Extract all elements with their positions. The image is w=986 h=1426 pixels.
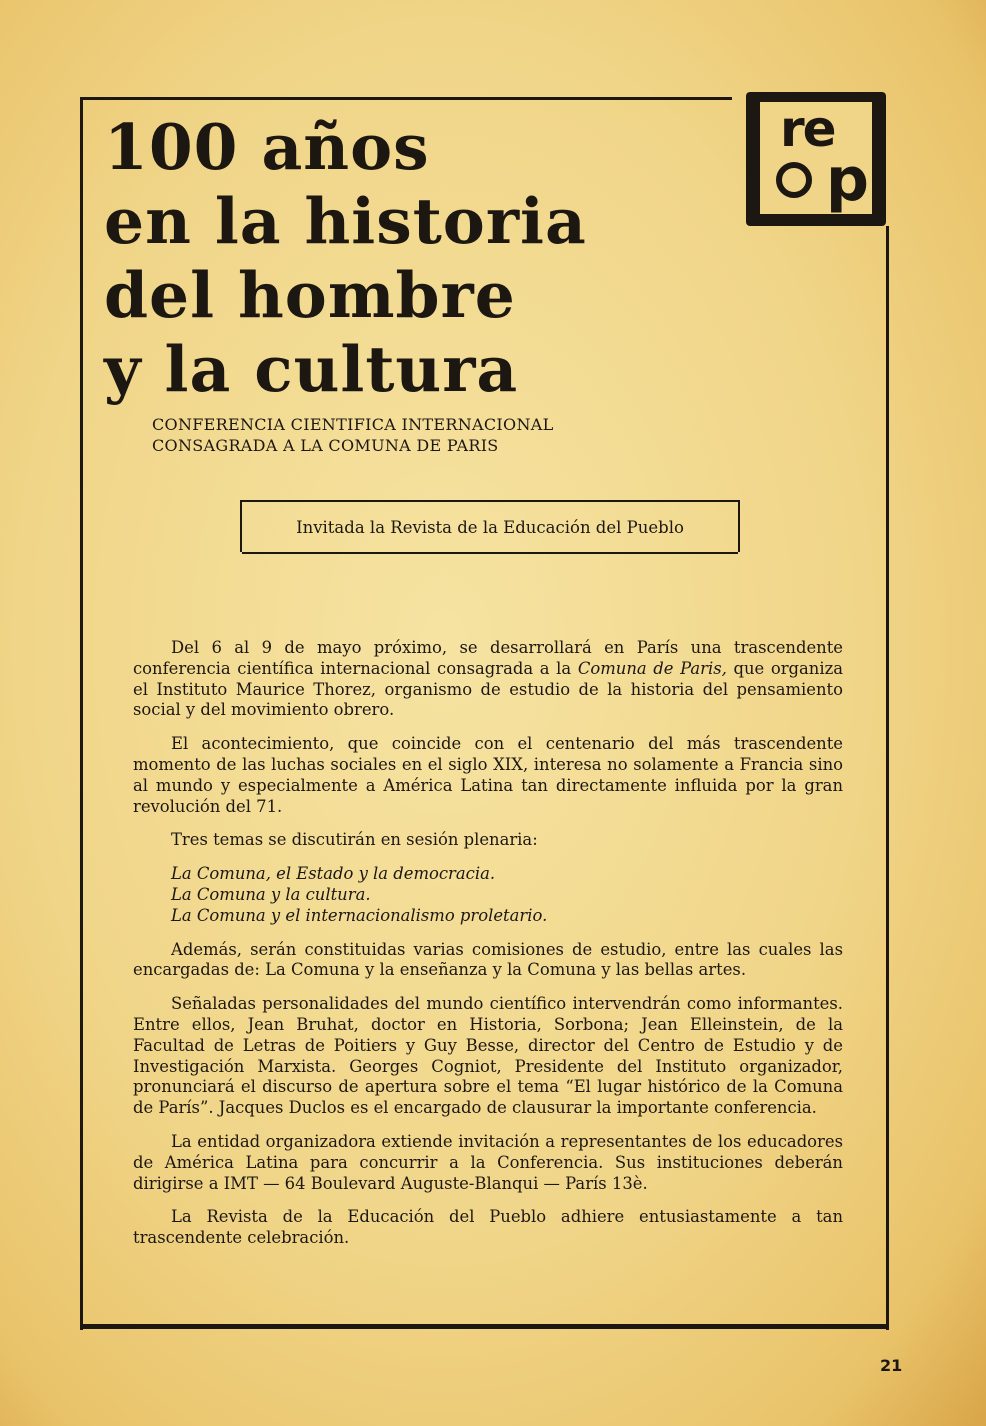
frame-left-rule — [80, 97, 83, 1330]
paragraph-5: Señaladas personalidades del mundo científico intervendrán como informantes. Entre ellos, Jean Bruhat, doctor en Historia, Sorbona; Jean Elleinstein, de la Facultad de Letras de Poitiers y Guy Besse, director del Centro de Estudio y de Investigación Marxista. Georges Cogniot, Presidente del Instituto organizador, pronunciará el discurso de apertura sobre el tema “El lugar histórico de la Comuna de París”. Jacques Duclos es el encargado de clausurar la importante conferencia. — [133, 994, 843, 1118]
logo-inner — [760, 102, 872, 214]
paragraph-2: El acontecimiento, que coincide con el centenario del más trascendente momento de las luchas sociales en el siglo XIX, interesa no solamente a Francia sino al mundo y especialmente a América Latina tan directamente influida por la gran revolución del 71. — [133, 734, 843, 816]
title-line-2: en la historia — [104, 184, 587, 258]
paragraph-1-part-a: Del 6 al 9 de mayo próximo, se desarrollará en París una trascendente conferencia científica internacional consagrada a la — [133, 638, 843, 678]
article-body — [133, 638, 843, 1262]
article-subtitle — [152, 414, 672, 456]
title-line-4: y la cultura — [104, 332, 519, 406]
paragraph-1-part-b: que organiza el Instituto Maurice Thorez, organismo de estudio de la historia del pensamiento social y del movimiento obrero. — [133, 658, 844, 720]
frame-right-rule — [886, 226, 889, 1330]
paragraph-6: La entidad organizadora extiende invitación a representantes de los educadores de América Latina para concurrir a la Conferencia. Sus instituciones deberán dirigirse a IMT — 64 Boulevard Auguste-Blanqui — París 13è. — [133, 1131, 843, 1193]
invitation-bottom-rule — [242, 552, 738, 554]
rep-logo — [746, 92, 886, 226]
theme-item: La Comuna y la cultura. — [171, 884, 371, 904]
frame-top-rule — [80, 97, 732, 100]
invitation-box — [240, 500, 740, 552]
invitation-top-rule — [242, 500, 738, 502]
paragraph-1 — [133, 638, 843, 721]
page-number: 21 — [880, 1356, 903, 1375]
frame-bottom-rule — [80, 1324, 889, 1329]
subtitle-line-2: CONSAGRADA A LA COMUNA DE PARIS — [152, 436, 499, 455]
title-line-1: 100 años — [104, 110, 430, 184]
invitation-text: Invitada la Revista de la Educación del Pueblo — [296, 518, 684, 537]
themes-list — [133, 864, 843, 926]
subtitle-line-1: CONFERENCIA CIENTIFICA INTERNACIONAL — [152, 415, 554, 434]
paragraph-7: La Revista de la Educación del Pueblo adhiere entusiastamente a tan trascendente celebración. — [133, 1207, 843, 1248]
logo-text-p: p — [826, 145, 869, 215]
theme-item: La Comuna y el internacionalismo proletario. — [171, 905, 548, 925]
logo-text-re: re — [780, 100, 835, 158]
paragraph-4: Además, serán constituidas varias comisiones de estudio, entre las cuales las encargadas de: La Comuna y la enseñanza y la Comuna y las bellas artes. — [133, 939, 843, 980]
title-line-3: del hombre — [104, 258, 516, 332]
logo-sun-icon — [776, 162, 812, 198]
paragraph-3: Tres temas se discutirán en sesión plenaria: — [171, 830, 538, 850]
theme-item: La Comuna, el Estado y la democracia. — [171, 864, 496, 884]
paragraph-1-emphasis: Comuna de Paris, — [577, 658, 727, 678]
article-title — [104, 110, 724, 406]
